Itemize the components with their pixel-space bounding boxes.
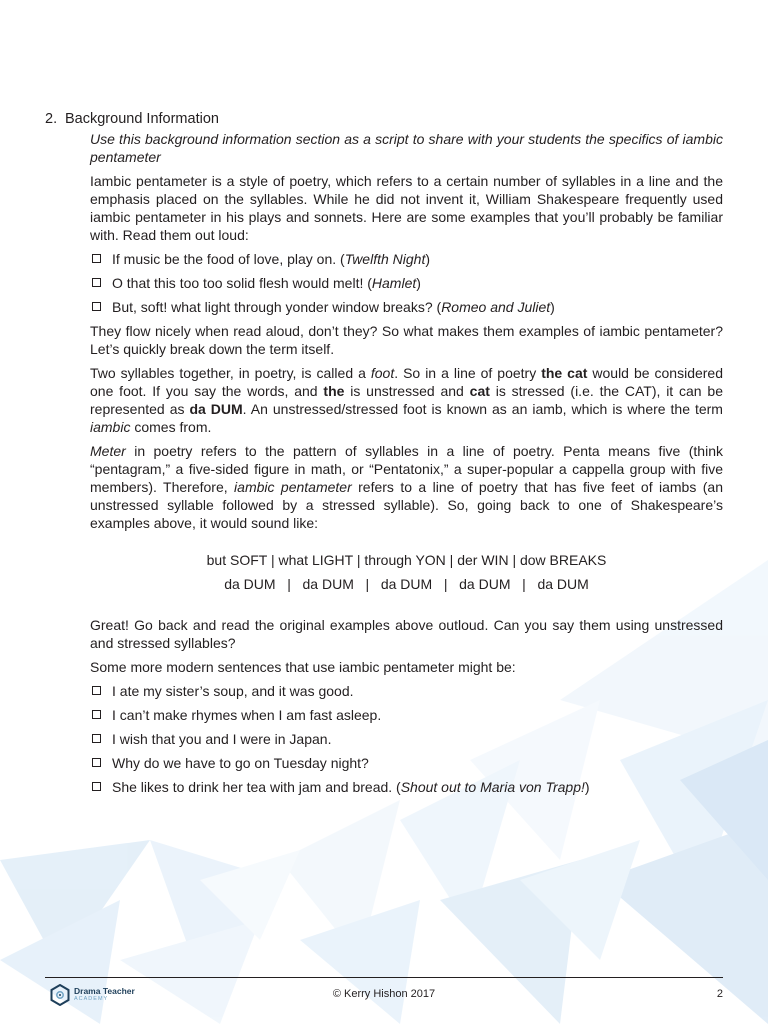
list-item: If music be the food of love, play on. (Twelfth Night)	[90, 250, 723, 268]
list-item: I ate my sister’s soup, and it was good.	[90, 682, 723, 700]
paragraph-definition: Iambic pentameter is a style of poetry, which refers to a certain number of syllables in a line and the emphasis placed on the syllables. While he did not invent it, William Shakespeare frequently used iambic pentameter in his plays and sonnets. Here are some examples that you’ll probably be familiar with. Read them out loud:	[90, 173, 723, 243]
logo-name: Drama Teacher	[74, 986, 135, 996]
section-heading	[45, 111, 219, 127]
list-item: She likes to drink her tea with jam and bread. (Shout out to Maria von Trapp!)	[90, 778, 723, 796]
list-item: I can’t make rhymes when I am fast asleep.	[90, 706, 723, 724]
scansion-example	[90, 548, 723, 596]
copyright-notice: © Kerry Hishon 2017	[332, 988, 436, 1000]
body-text	[90, 130, 723, 802]
logo-subtitle: ACADEMY	[74, 996, 109, 1002]
shakespeare-examples-list	[90, 250, 723, 316]
page-number: 2	[716, 988, 723, 1000]
checkbox-icon	[92, 302, 101, 311]
checkbox-icon	[92, 734, 101, 743]
paragraph-flow: They flow nicely when read aloud, don’t they? So what makes them examples of iambic pentameter? Let’s quickly break down the term itself.	[90, 323, 723, 357]
scansion-line-stress: da DUM | da DUM | da DUM | da DUM | da DUM	[224, 576, 589, 592]
checkbox-icon	[92, 758, 101, 767]
section-title: Background Information	[65, 111, 219, 127]
list-item: But, soft! what light through yonder window breaks? (Romeo and Juliet)	[90, 298, 723, 316]
checkbox-icon	[92, 782, 101, 791]
list-item: Why do we have to go on Tuesday night?	[90, 754, 723, 772]
checkbox-icon	[92, 278, 101, 287]
scansion-line-words: but SOFT | what LIGHT | through YON | der WIN | dow BREAKS	[206, 552, 607, 568]
checkbox-icon	[92, 710, 101, 719]
list-item: O that this too too solid flesh would melt! (Hamlet)	[90, 274, 723, 292]
paragraph-foot: Two syllables together, in poetry, is called a foot. So in a line of poetry the cat would be considered one foot. If you say the words, and the is unstressed and cat is stressed (i.e. the CAT), it can be represented as da DUM. An unstressed/stressed foot is known as an iamb, which is where the term iambic comes from.	[90, 365, 723, 435]
intro-instruction: Use this background information section as a script to share with your students the specifics of iambic pentameter	[90, 131, 723, 165]
checkbox-icon	[92, 686, 101, 695]
paragraph-great: Great! Go back and read the original examples above outloud. Can you say them using unstressed and stressed syllables?	[90, 617, 723, 651]
list-item: I wish that you and I were in Japan.	[90, 730, 723, 748]
section-number: 2.	[45, 111, 58, 127]
checkbox-icon	[92, 254, 101, 263]
paragraph-modern-intro: Some more modern sentences that use iambic pentameter might be:	[90, 659, 516, 675]
footer-divider	[45, 977, 723, 978]
paragraph-meter: Meter in poetry refers to the pattern of syllables in a line of poetry. Penta means five (think “pentagram,” a five-sided figure in math, or “Pentatonix,” a super-popular a cappella group with five members). Therefore, iambic pentameter refers to a line of poetry that has five feet of iambs (an unstressed syllable followed by a stressed syllable). So, going back to one of Shakespeare’s examples above, it would sound like:	[90, 443, 723, 531]
modern-examples-list	[90, 682, 723, 796]
